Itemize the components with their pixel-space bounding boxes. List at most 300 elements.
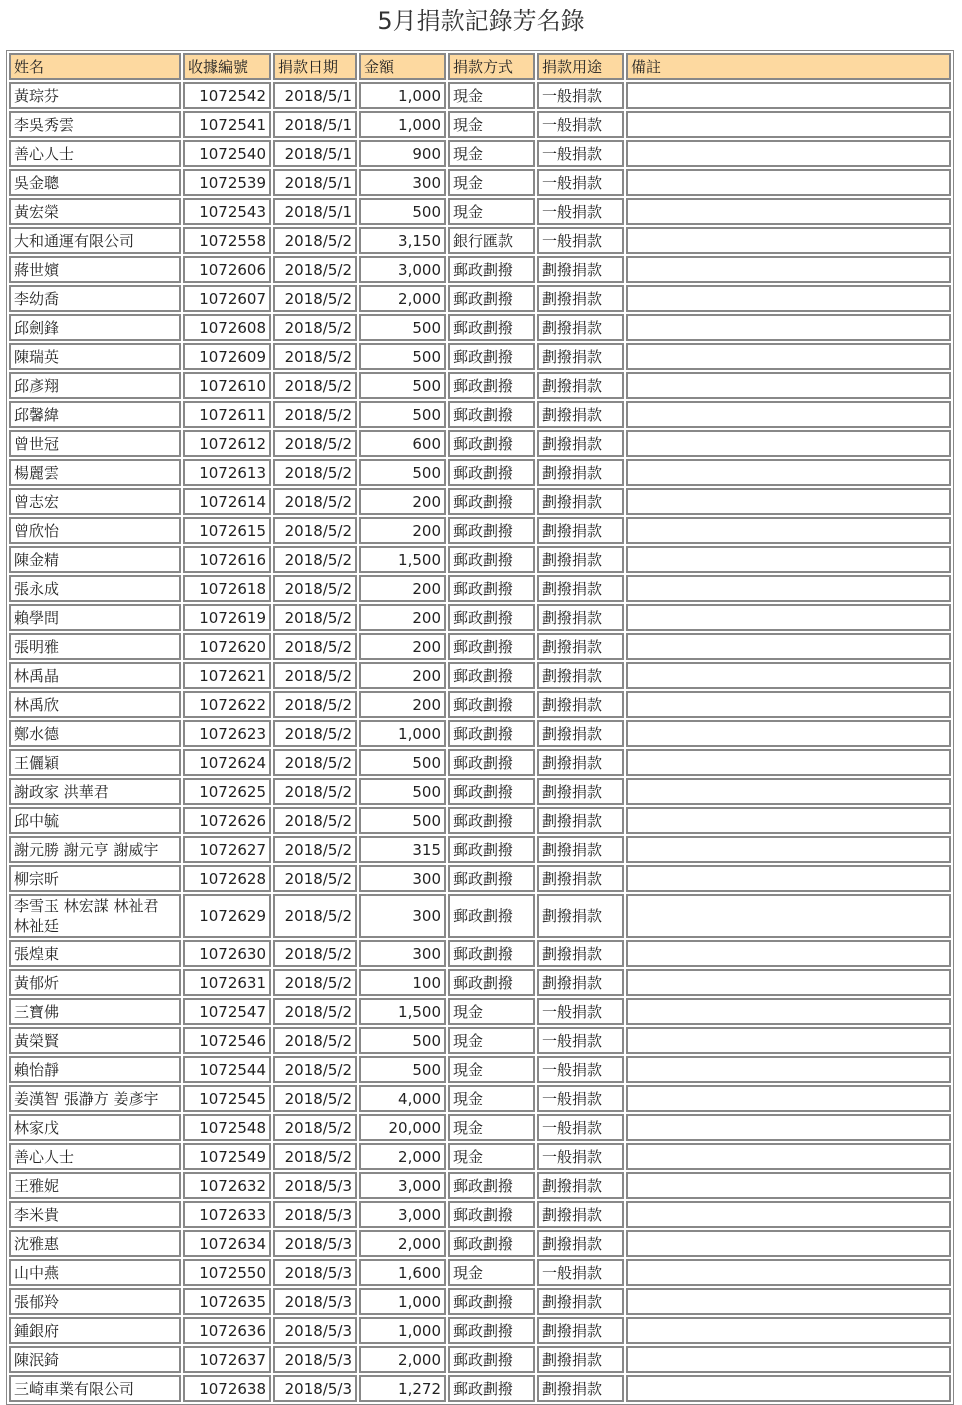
- cell-donation-date: 2018/5/2: [273, 865, 357, 892]
- cell-receipt-no: 1072622: [183, 691, 271, 718]
- cell-donation-purpose: 劃撥捐款: [537, 575, 624, 602]
- table-row: [9, 1027, 951, 1054]
- cell-donation-date: 2018/5/2: [273, 894, 357, 938]
- cell-donation-date: 2018/5/2: [273, 314, 357, 341]
- cell-donor-name: 大和通運有限公司: [9, 227, 181, 254]
- cell-donation-purpose: 劃撥捐款: [537, 633, 624, 660]
- cell-amount: 200: [359, 517, 446, 544]
- cell-donor-name: 曾世冠: [9, 430, 181, 457]
- cell-receipt-no: 1072635: [183, 1288, 271, 1315]
- cell-receipt-no: 1072629: [183, 894, 271, 938]
- cell-donation-date: 2018/5/2: [273, 807, 357, 834]
- cell-donation-date: 2018/5/1: [273, 82, 357, 109]
- cell-donation-purpose: 一般捐款: [537, 1114, 624, 1141]
- cell-donation-purpose: 劃撥捐款: [537, 604, 624, 631]
- table-row: [9, 633, 951, 660]
- cell-amount: 200: [359, 633, 446, 660]
- cell-donor-name: 謝元勝 謝元亨 謝威宇: [9, 836, 181, 863]
- cell-note: [626, 1027, 951, 1054]
- cell-donor-name: 黃琮芬: [9, 82, 181, 109]
- cell-donation-date: 2018/5/2: [273, 662, 357, 689]
- cell-payment-method: 郵政劃撥: [448, 662, 535, 689]
- cell-receipt-no: 1072625: [183, 778, 271, 805]
- cell-payment-method: 現金: [448, 998, 535, 1025]
- cell-payment-method: 郵政劃撥: [448, 488, 535, 515]
- cell-donation-purpose: 劃撥捐款: [537, 314, 624, 341]
- header-date: 捐款日期: [273, 53, 357, 80]
- cell-donor-name: 王儷穎: [9, 749, 181, 776]
- cell-donation-date: 2018/5/3: [273, 1230, 357, 1257]
- cell-receipt-no: 1072621: [183, 662, 271, 689]
- cell-payment-method: 郵政劃撥: [448, 1288, 535, 1315]
- table-row: [9, 372, 951, 399]
- cell-donation-purpose: 劃撥捐款: [537, 1317, 624, 1344]
- cell-donation-purpose: 劃撥捐款: [537, 969, 624, 996]
- cell-note: [626, 1201, 951, 1228]
- cell-donation-purpose: 一般捐款: [537, 111, 624, 138]
- cell-payment-method: 郵政劃撥: [448, 343, 535, 370]
- table-row: [9, 604, 951, 631]
- cell-amount: 1,500: [359, 546, 446, 573]
- cell-receipt-no: 1072547: [183, 998, 271, 1025]
- header-method: 捐款方式: [448, 53, 535, 80]
- table-row: [9, 969, 951, 996]
- cell-amount: 300: [359, 940, 446, 967]
- cell-receipt-no: 1072624: [183, 749, 271, 776]
- cell-receipt-no: 1072634: [183, 1230, 271, 1257]
- cell-donor-name: 賴學問: [9, 604, 181, 631]
- table-row: [9, 1230, 951, 1257]
- cell-payment-method: 郵政劃撥: [448, 1317, 535, 1344]
- cell-payment-method: 郵政劃撥: [448, 517, 535, 544]
- cell-amount: 1,000: [359, 1288, 446, 1315]
- cell-donation-purpose: 劃撥捐款: [537, 778, 624, 805]
- cell-note: [626, 778, 951, 805]
- cell-receipt-no: 1072613: [183, 459, 271, 486]
- cell-donation-date: 2018/5/2: [273, 343, 357, 370]
- table-row: [9, 778, 951, 805]
- cell-payment-method: 郵政劃撥: [448, 836, 535, 863]
- cell-donation-date: 2018/5/2: [273, 488, 357, 515]
- cell-donor-name: 陳泯錡: [9, 1346, 181, 1373]
- cell-donor-name: 黃榮賢: [9, 1027, 181, 1054]
- header-name: 姓名: [9, 53, 181, 80]
- header-note: 備註: [626, 53, 951, 80]
- cell-amount: 200: [359, 691, 446, 718]
- cell-receipt-no: 1072543: [183, 198, 271, 225]
- cell-donor-name: 邱中毓: [9, 807, 181, 834]
- cell-donation-purpose: 劃撥捐款: [537, 401, 624, 428]
- cell-donation-purpose: 劃撥捐款: [537, 894, 624, 938]
- cell-donor-name: 邱馨緯: [9, 401, 181, 428]
- cell-amount: 3,000: [359, 1172, 446, 1199]
- cell-donor-name: 曾志宏: [9, 488, 181, 515]
- cell-donor-name: 三寶佛: [9, 998, 181, 1025]
- cell-donation-date: 2018/5/2: [273, 720, 357, 747]
- cell-receipt-no: 1072545: [183, 1085, 271, 1112]
- table-row: [9, 1375, 951, 1402]
- cell-note: [626, 82, 951, 109]
- table-row: [9, 807, 951, 834]
- cell-payment-method: 郵政劃撥: [448, 314, 535, 341]
- page-title: 5月捐款記錄芳名錄: [377, 7, 585, 35]
- cell-amount: 2,000: [359, 285, 446, 312]
- cell-receipt-no: 1072541: [183, 111, 271, 138]
- cell-payment-method: 現金: [448, 1085, 535, 1112]
- cell-donor-name: 李雪玉 林宏謀 林祉君 林祉廷: [9, 894, 181, 938]
- cell-donor-name: 蔣世嬪: [9, 256, 181, 283]
- cell-note: [626, 1346, 951, 1373]
- table-header-row: [9, 53, 951, 80]
- cell-note: [626, 256, 951, 283]
- cell-donor-name: 李吳秀雲: [9, 111, 181, 138]
- cell-amount: 500: [359, 314, 446, 341]
- cell-donor-name: 邱彥翔: [9, 372, 181, 399]
- cell-donation-date: 2018/5/2: [273, 940, 357, 967]
- cell-note: [626, 285, 951, 312]
- table-row: [9, 517, 951, 544]
- table-row: [9, 488, 951, 515]
- table-row: [9, 343, 951, 370]
- cell-donation-purpose: 劃撥捐款: [537, 546, 624, 573]
- header-receipt-no: 收據編號: [183, 53, 271, 80]
- cell-amount: 500: [359, 778, 446, 805]
- cell-donor-name: 林禹晶: [9, 662, 181, 689]
- cell-amount: 500: [359, 1027, 446, 1054]
- cell-receipt-no: 1072550: [183, 1259, 271, 1286]
- cell-donation-purpose: 劃撥捐款: [537, 720, 624, 747]
- cell-donation-purpose: 劃撥捐款: [537, 459, 624, 486]
- cell-donation-purpose: 一般捐款: [537, 1259, 624, 1286]
- cell-donation-date: 2018/5/2: [273, 459, 357, 486]
- cell-note: [626, 314, 951, 341]
- cell-donation-date: 2018/5/3: [273, 1375, 357, 1402]
- cell-note: [626, 1375, 951, 1402]
- cell-receipt-no: 1072609: [183, 343, 271, 370]
- cell-receipt-no: 1072558: [183, 227, 271, 254]
- cell-donation-purpose: 劃撥捐款: [537, 1346, 624, 1373]
- cell-receipt-no: 1072615: [183, 517, 271, 544]
- cell-payment-method: 郵政劃撥: [448, 691, 535, 718]
- cell-note: [626, 749, 951, 776]
- cell-note: [626, 1317, 951, 1344]
- cell-note: [626, 836, 951, 863]
- cell-note: [626, 807, 951, 834]
- cell-amount: 20,000: [359, 1114, 446, 1141]
- cell-note: [626, 401, 951, 428]
- cell-receipt-no: 1072608: [183, 314, 271, 341]
- cell-donation-purpose: 劃撥捐款: [537, 372, 624, 399]
- cell-donation-purpose: 劃撥捐款: [537, 343, 624, 370]
- cell-payment-method: 現金: [448, 1114, 535, 1141]
- cell-note: [626, 430, 951, 457]
- cell-note: [626, 633, 951, 660]
- cell-note: [626, 1288, 951, 1315]
- cell-payment-method: 現金: [448, 169, 535, 196]
- cell-receipt-no: 1072623: [183, 720, 271, 747]
- cell-payment-method: 郵政劃撥: [448, 940, 535, 967]
- cell-donation-date: 2018/5/2: [273, 998, 357, 1025]
- cell-amount: 500: [359, 749, 446, 776]
- cell-receipt-no: 1072607: [183, 285, 271, 312]
- cell-note: [626, 227, 951, 254]
- cell-donor-name: 山中燕: [9, 1259, 181, 1286]
- cell-receipt-no: 1072620: [183, 633, 271, 660]
- cell-note: [626, 1143, 951, 1170]
- cell-donor-name: 鍾銀府: [9, 1317, 181, 1344]
- cell-payment-method: 郵政劃撥: [448, 1172, 535, 1199]
- cell-note: [626, 546, 951, 573]
- cell-donation-date: 2018/5/2: [273, 1143, 357, 1170]
- cell-donation-purpose: 劃撥捐款: [537, 1201, 624, 1228]
- cell-note: [626, 720, 951, 747]
- cell-donation-date: 2018/5/2: [273, 1085, 357, 1112]
- cell-payment-method: 現金: [448, 82, 535, 109]
- cell-amount: 200: [359, 662, 446, 689]
- cell-receipt-no: 1072628: [183, 865, 271, 892]
- cell-note: [626, 1230, 951, 1257]
- table-row: [9, 691, 951, 718]
- table-row: [9, 575, 951, 602]
- cell-payment-method: 現金: [448, 1259, 535, 1286]
- table-row: [9, 401, 951, 428]
- cell-donation-purpose: 劃撥捐款: [537, 691, 624, 718]
- cell-note: [626, 1114, 951, 1141]
- table-row: [9, 1288, 951, 1315]
- cell-note: [626, 488, 951, 515]
- cell-donation-purpose: 劃撥捐款: [537, 1230, 624, 1257]
- cell-note: [626, 691, 951, 718]
- cell-donation-purpose: 劃撥捐款: [537, 517, 624, 544]
- cell-receipt-no: 1072610: [183, 372, 271, 399]
- cell-payment-method: 現金: [448, 140, 535, 167]
- cell-payment-method: 現金: [448, 1056, 535, 1083]
- cell-donation-date: 2018/5/2: [273, 604, 357, 631]
- cell-note: [626, 940, 951, 967]
- cell-donation-date: 2018/5/2: [273, 778, 357, 805]
- cell-donation-purpose: 劃撥捐款: [537, 940, 624, 967]
- cell-payment-method: 郵政劃撥: [448, 401, 535, 428]
- cell-donor-name: 王雅妮: [9, 1172, 181, 1199]
- cell-payment-method: 郵政劃撥: [448, 430, 535, 457]
- cell-donation-purpose: 一般捐款: [537, 169, 624, 196]
- cell-receipt-no: 1072542: [183, 82, 271, 109]
- cell-amount: 500: [359, 343, 446, 370]
- cell-donation-date: 2018/5/2: [273, 575, 357, 602]
- table-row: [9, 1085, 951, 1112]
- table-row: [9, 546, 951, 573]
- cell-donation-date: 2018/5/3: [273, 1201, 357, 1228]
- cell-donation-purpose: 劃撥捐款: [537, 1375, 624, 1402]
- cell-amount: 4,000: [359, 1085, 446, 1112]
- table-row: [9, 836, 951, 863]
- cell-amount: 900: [359, 140, 446, 167]
- cell-amount: 315: [359, 836, 446, 863]
- cell-note: [626, 969, 951, 996]
- cell-amount: 500: [359, 401, 446, 428]
- cell-amount: 2,000: [359, 1346, 446, 1373]
- cell-payment-method: 郵政劃撥: [448, 969, 535, 996]
- cell-donor-name: 陳金精: [9, 546, 181, 573]
- cell-receipt-no: 1072630: [183, 940, 271, 967]
- cell-note: [626, 1085, 951, 1112]
- cell-receipt-no: 1072546: [183, 1027, 271, 1054]
- cell-donor-name: 張郁羚: [9, 1288, 181, 1315]
- cell-amount: 3,150: [359, 227, 446, 254]
- cell-payment-method: 郵政劃撥: [448, 1346, 535, 1373]
- cell-donation-date: 2018/5/2: [273, 1056, 357, 1083]
- cell-donor-name: 林家戊: [9, 1114, 181, 1141]
- donation-table: [6, 50, 954, 1405]
- cell-payment-method: 郵政劃撥: [448, 604, 535, 631]
- cell-amount: 200: [359, 488, 446, 515]
- table-row: [9, 285, 951, 312]
- cell-payment-method: 郵政劃撥: [448, 778, 535, 805]
- table-row: [9, 894, 951, 938]
- cell-amount: 600: [359, 430, 446, 457]
- cell-payment-method: 郵政劃撥: [448, 749, 535, 776]
- cell-amount: 100: [359, 969, 446, 996]
- table-row: [9, 82, 951, 109]
- cell-donation-date: 2018/5/2: [273, 691, 357, 718]
- cell-note: [626, 343, 951, 370]
- table-row: [9, 1317, 951, 1344]
- cell-receipt-no: 1072614: [183, 488, 271, 515]
- cell-donation-purpose: 一般捐款: [537, 1027, 624, 1054]
- cell-payment-method: 現金: [448, 1143, 535, 1170]
- cell-amount: 500: [359, 372, 446, 399]
- cell-receipt-no: 1072606: [183, 256, 271, 283]
- cell-amount: 500: [359, 807, 446, 834]
- cell-receipt-no: 1072627: [183, 836, 271, 863]
- cell-donation-date: 2018/5/2: [273, 1114, 357, 1141]
- cell-donation-date: 2018/5/2: [273, 517, 357, 544]
- cell-payment-method: 郵政劃撥: [448, 633, 535, 660]
- cell-donor-name: 邱劍鋒: [9, 314, 181, 341]
- cell-payment-method: 郵政劃撥: [448, 575, 535, 602]
- cell-payment-method: 銀行匯款: [448, 227, 535, 254]
- cell-amount: 200: [359, 575, 446, 602]
- cell-receipt-no: 1072619: [183, 604, 271, 631]
- cell-note: [626, 198, 951, 225]
- cell-donation-date: 2018/5/2: [273, 749, 357, 776]
- cell-donation-purpose: 一般捐款: [537, 998, 624, 1025]
- table-row: [9, 1346, 951, 1373]
- table-row: [9, 169, 951, 196]
- cell-donation-purpose: 劃撥捐款: [537, 488, 624, 515]
- cell-donor-name: 善心人士: [9, 140, 181, 167]
- cell-donation-purpose: 劃撥捐款: [537, 807, 624, 834]
- cell-donation-purpose: 一般捐款: [537, 82, 624, 109]
- cell-receipt-no: 1072612: [183, 430, 271, 457]
- cell-amount: 500: [359, 459, 446, 486]
- cell-donor-name: 善心人士: [9, 1143, 181, 1170]
- cell-donation-date: 2018/5/3: [273, 1317, 357, 1344]
- cell-donation-date: 2018/5/2: [273, 401, 357, 428]
- cell-donation-purpose: 劃撥捐款: [537, 430, 624, 457]
- cell-donation-date: 2018/5/2: [273, 285, 357, 312]
- table-row: [9, 459, 951, 486]
- cell-amount: 1,000: [359, 82, 446, 109]
- cell-payment-method: 郵政劃撥: [448, 807, 535, 834]
- cell-donation-purpose: 劃撥捐款: [537, 836, 624, 863]
- cell-amount: 1,000: [359, 720, 446, 747]
- cell-donation-purpose: 劃撥捐款: [537, 749, 624, 776]
- cell-amount: 500: [359, 198, 446, 225]
- cell-donation-date: 2018/5/2: [273, 372, 357, 399]
- cell-payment-method: 郵政劃撥: [448, 894, 535, 938]
- cell-note: [626, 1259, 951, 1286]
- table-row: [9, 1201, 951, 1228]
- cell-donation-purpose: 一般捐款: [537, 1143, 624, 1170]
- cell-payment-method: 郵政劃撥: [448, 285, 535, 312]
- cell-donation-date: 2018/5/2: [273, 430, 357, 457]
- cell-donor-name: 陳瑞英: [9, 343, 181, 370]
- table-row: [9, 865, 951, 892]
- cell-donation-date: 2018/5/3: [273, 1288, 357, 1315]
- cell-receipt-no: 1072633: [183, 1201, 271, 1228]
- cell-receipt-no: 1072636: [183, 1317, 271, 1344]
- cell-donation-purpose: 劃撥捐款: [537, 256, 624, 283]
- cell-receipt-no: 1072637: [183, 1346, 271, 1373]
- cell-note: [626, 998, 951, 1025]
- cell-donation-date: 2018/5/1: [273, 140, 357, 167]
- cell-note: [626, 459, 951, 486]
- cell-donor-name: 林禹欣: [9, 691, 181, 718]
- cell-payment-method: 郵政劃撥: [448, 459, 535, 486]
- cell-amount: 200: [359, 604, 446, 631]
- table-row: [9, 940, 951, 967]
- cell-donation-purpose: 劃撥捐款: [537, 662, 624, 689]
- table-row: [9, 1114, 951, 1141]
- cell-donor-name: 姜漢智 張瀞方 姜彥宇: [9, 1085, 181, 1112]
- cell-donation-date: 2018/5/3: [273, 1346, 357, 1373]
- cell-amount: 1,272: [359, 1375, 446, 1402]
- header-amount: 金額: [359, 53, 446, 80]
- cell-receipt-no: 1072549: [183, 1143, 271, 1170]
- cell-amount: 3,000: [359, 256, 446, 283]
- cell-donation-date: 2018/5/1: [273, 198, 357, 225]
- cell-donation-purpose: 劃撥捐款: [537, 865, 624, 892]
- cell-receipt-no: 1072638: [183, 1375, 271, 1402]
- cell-donor-name: 黃宏榮: [9, 198, 181, 225]
- cell-receipt-no: 1072540: [183, 140, 271, 167]
- cell-donor-name: 楊麗雲: [9, 459, 181, 486]
- table-row: [9, 314, 951, 341]
- cell-donor-name: 曾欣怡: [9, 517, 181, 544]
- cell-donation-date: 2018/5/2: [273, 546, 357, 573]
- cell-payment-method: 郵政劃撥: [448, 1375, 535, 1402]
- cell-note: [626, 169, 951, 196]
- table-row: [9, 749, 951, 776]
- cell-donation-date: 2018/5/2: [273, 1027, 357, 1054]
- cell-receipt-no: 1072616: [183, 546, 271, 573]
- cell-donation-date: 2018/5/1: [273, 169, 357, 196]
- table-row: [9, 1259, 951, 1286]
- cell-donor-name: 三崎車業有限公司: [9, 1375, 181, 1402]
- cell-donation-purpose: 劃撥捐款: [537, 285, 624, 312]
- cell-note: [626, 1172, 951, 1199]
- cell-donor-name: 吳金聰: [9, 169, 181, 196]
- cell-receipt-no: 1072618: [183, 575, 271, 602]
- header-purpose: 捐款用途: [537, 53, 624, 80]
- cell-donation-purpose: 一般捐款: [537, 1085, 624, 1112]
- cell-donation-purpose: 一般捐款: [537, 140, 624, 167]
- cell-donor-name: 張永成: [9, 575, 181, 602]
- cell-payment-method: 郵政劃撥: [448, 1230, 535, 1257]
- cell-donor-name: 張煌東: [9, 940, 181, 967]
- cell-receipt-no: 1072544: [183, 1056, 271, 1083]
